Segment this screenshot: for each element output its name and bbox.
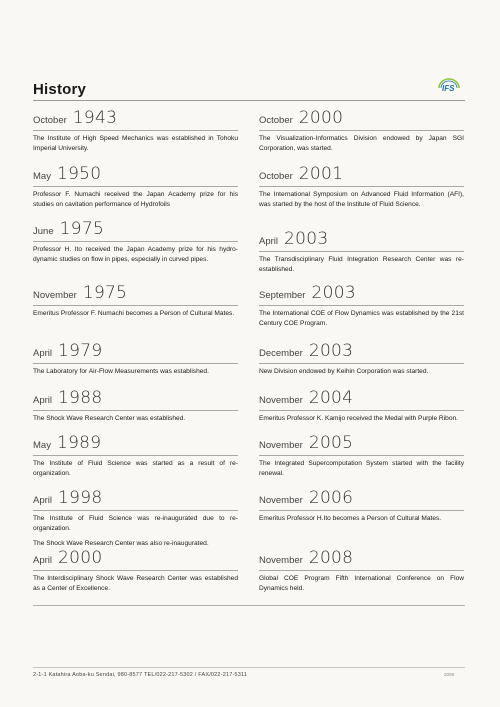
history-entry bbox=[259, 433, 464, 479]
entry-month: November bbox=[259, 395, 303, 406]
entry-paragraph: Emeritus Professor H.Ito becomes a Person of Cultural Mates. bbox=[259, 515, 442, 522]
history-entry bbox=[259, 229, 464, 275]
footer-code: 2008 bbox=[444, 672, 455, 677]
entry-paragraph: The Visualization-Informatics Division endowed by Japan SGI Corporation, was started. bbox=[259, 135, 464, 152]
entry-month: October bbox=[259, 171, 293, 182]
footer-address: 2-1-1 Katahira Aoba-ku Sendai, 980-8577 TEL/022-217-5302 / FAX/022-217-5311 bbox=[33, 672, 248, 678]
logo-text: IFS bbox=[442, 84, 455, 93]
entry-month: October bbox=[259, 115, 293, 126]
history-entry bbox=[259, 164, 464, 210]
entry-date bbox=[33, 488, 238, 511]
history-entry bbox=[33, 341, 238, 377]
entry-year: 1988 bbox=[58, 388, 103, 408]
entry-description bbox=[33, 190, 238, 210]
entry-paragraph: Professor H. Ito received the Japan Academy prize for his hydro-dynamic studies on flow in pipes, especially in curved pipes. bbox=[33, 246, 238, 263]
entry-paragraph: Professor F. Numachi received the Japan Academy prize for his studies on cavitation performance of Hydrofoils bbox=[33, 191, 238, 208]
entry-paragraph: The International COE of Flow Dynamics was established by the 21st Century COE Program. bbox=[259, 310, 464, 327]
entry-date bbox=[33, 433, 238, 456]
entry-date bbox=[33, 219, 238, 242]
entry-year: 2003 bbox=[308, 341, 354, 361]
entry-month: November bbox=[259, 440, 303, 451]
entry-paragraph: The Shock Wave Research Center was established. bbox=[33, 415, 186, 422]
entry-paragraph: The Interdisciplinary Shock Wave Research Center was established as a Center of Excellence. bbox=[33, 575, 238, 592]
entry-paragraph: The Laboratory for Air-Flow Measurements was established. bbox=[33, 368, 209, 375]
history-entry bbox=[33, 108, 238, 154]
entry-date bbox=[259, 283, 464, 306]
entry-description bbox=[33, 245, 238, 265]
history-column-left bbox=[33, 108, 238, 598]
entry-description bbox=[33, 459, 238, 479]
history-entry bbox=[33, 219, 238, 265]
entry-year: 1950 bbox=[56, 164, 102, 184]
entry-paragraph: The Shock Wave Research Center was also re-inaugurated. bbox=[33, 540, 209, 547]
entry-description bbox=[33, 414, 238, 424]
entry-month: June bbox=[33, 226, 54, 237]
entry-year: 2005 bbox=[308, 433, 354, 453]
entry-description bbox=[259, 574, 464, 594]
entry-year: 1943 bbox=[72, 108, 118, 128]
entry-description bbox=[259, 309, 464, 329]
entry-paragraph: The Institute of High Speed Mechanics was established in Tohoku Imperial University. bbox=[33, 135, 238, 152]
history-entry bbox=[33, 164, 238, 210]
entry-paragraph: Global COE Program Fifth International Conference on Flow Dynamics held. bbox=[259, 575, 464, 592]
entry-date bbox=[259, 108, 464, 131]
entry-month: May bbox=[33, 440, 51, 451]
entry-month: April bbox=[33, 395, 53, 406]
entry-month: November bbox=[259, 495, 303, 506]
history-column-right bbox=[259, 108, 464, 598]
entry-date bbox=[259, 488, 464, 511]
entry-date bbox=[33, 388, 238, 411]
entry-paragraph: New Division endowed by Keihin Corporation was started. bbox=[259, 368, 429, 375]
history-entry bbox=[33, 433, 238, 479]
history-entry bbox=[33, 283, 238, 319]
entry-date bbox=[259, 229, 464, 252]
entry-month: December bbox=[259, 348, 303, 359]
history-entry bbox=[259, 548, 464, 594]
entry-paragraph: The Institute of Fluid Science was started as a result of re-organization. bbox=[33, 460, 238, 477]
entry-year: 1989 bbox=[56, 433, 102, 453]
entry-paragraph: The Transdisciplinary Fluid Integration Research Center was re-established. bbox=[259, 256, 464, 273]
entry-year: 2004 bbox=[308, 388, 354, 408]
entry-description bbox=[259, 134, 464, 154]
entry-description bbox=[33, 514, 238, 549]
entry-year: 2006 bbox=[308, 488, 354, 508]
entry-description bbox=[259, 459, 464, 479]
history-entry bbox=[259, 488, 464, 524]
content-end-divider bbox=[33, 605, 465, 606]
entry-description bbox=[259, 367, 464, 377]
entry-month: October bbox=[33, 115, 67, 126]
history-entry bbox=[33, 488, 238, 549]
entry-month: April bbox=[259, 236, 279, 247]
entry-month: September bbox=[259, 290, 306, 301]
history-entry bbox=[33, 548, 238, 594]
entry-paragraph: The Institute of Fluid Science was re-inaugurated due to re-organization. bbox=[33, 515, 238, 532]
entry-date bbox=[259, 433, 464, 456]
entry-description bbox=[259, 414, 464, 424]
history-entry bbox=[33, 388, 238, 424]
entry-year: 2000 bbox=[58, 548, 103, 568]
entry-description bbox=[33, 367, 238, 377]
entry-description bbox=[259, 190, 464, 210]
entry-description bbox=[33, 134, 238, 154]
entry-year: 2008 bbox=[308, 548, 354, 568]
entry-year: 1998 bbox=[58, 488, 103, 508]
history-entry bbox=[259, 283, 464, 329]
entry-year: 1979 bbox=[58, 341, 103, 361]
footer-divider bbox=[33, 667, 465, 668]
entry-year: 1975 bbox=[59, 219, 105, 239]
entry-year: 2003 bbox=[311, 283, 356, 303]
entry-date bbox=[33, 341, 238, 364]
entry-paragraph: Emeritus Professor F. Numachi becomes a Person of Cultural Mates. bbox=[33, 310, 235, 317]
entry-date bbox=[33, 164, 238, 187]
history-entry bbox=[259, 108, 464, 154]
entry-date bbox=[33, 283, 238, 306]
page-title: History bbox=[33, 81, 87, 98]
entry-month: April bbox=[33, 555, 53, 566]
entry-date bbox=[259, 388, 464, 411]
entry-date bbox=[33, 548, 238, 571]
entry-date bbox=[33, 108, 238, 131]
history-entry bbox=[259, 388, 464, 424]
entry-month: November bbox=[259, 555, 303, 566]
entry-month: April bbox=[33, 348, 53, 359]
entry-year: 1975 bbox=[82, 283, 128, 303]
entry-date bbox=[259, 164, 464, 187]
entry-date bbox=[259, 341, 464, 364]
entry-description bbox=[33, 309, 238, 319]
entry-description bbox=[259, 514, 464, 524]
entry-paragraph: The Integrated Supercomputation System started with the facility renewal. bbox=[259, 460, 464, 477]
entry-description bbox=[33, 574, 238, 594]
entry-month: May bbox=[33, 171, 51, 182]
entry-month: April bbox=[33, 495, 53, 506]
entry-year: 2001 bbox=[298, 164, 344, 184]
history-entry bbox=[259, 341, 464, 377]
entry-year: 2003 bbox=[284, 229, 329, 249]
entry-year: 2000 bbox=[298, 108, 344, 128]
entry-paragraph: Emeritus Professor K. Kamijo received the Medal with Purple Ribon. bbox=[259, 415, 458, 422]
entry-date bbox=[259, 548, 464, 571]
entry-paragraph: The International Symposium on Advanced Fluid Information (AFI), was started by the host of the Institute of Fluid Science. bbox=[259, 191, 464, 208]
entry-description bbox=[259, 255, 464, 275]
title-divider bbox=[33, 100, 465, 101]
entry-month: November bbox=[33, 290, 77, 301]
